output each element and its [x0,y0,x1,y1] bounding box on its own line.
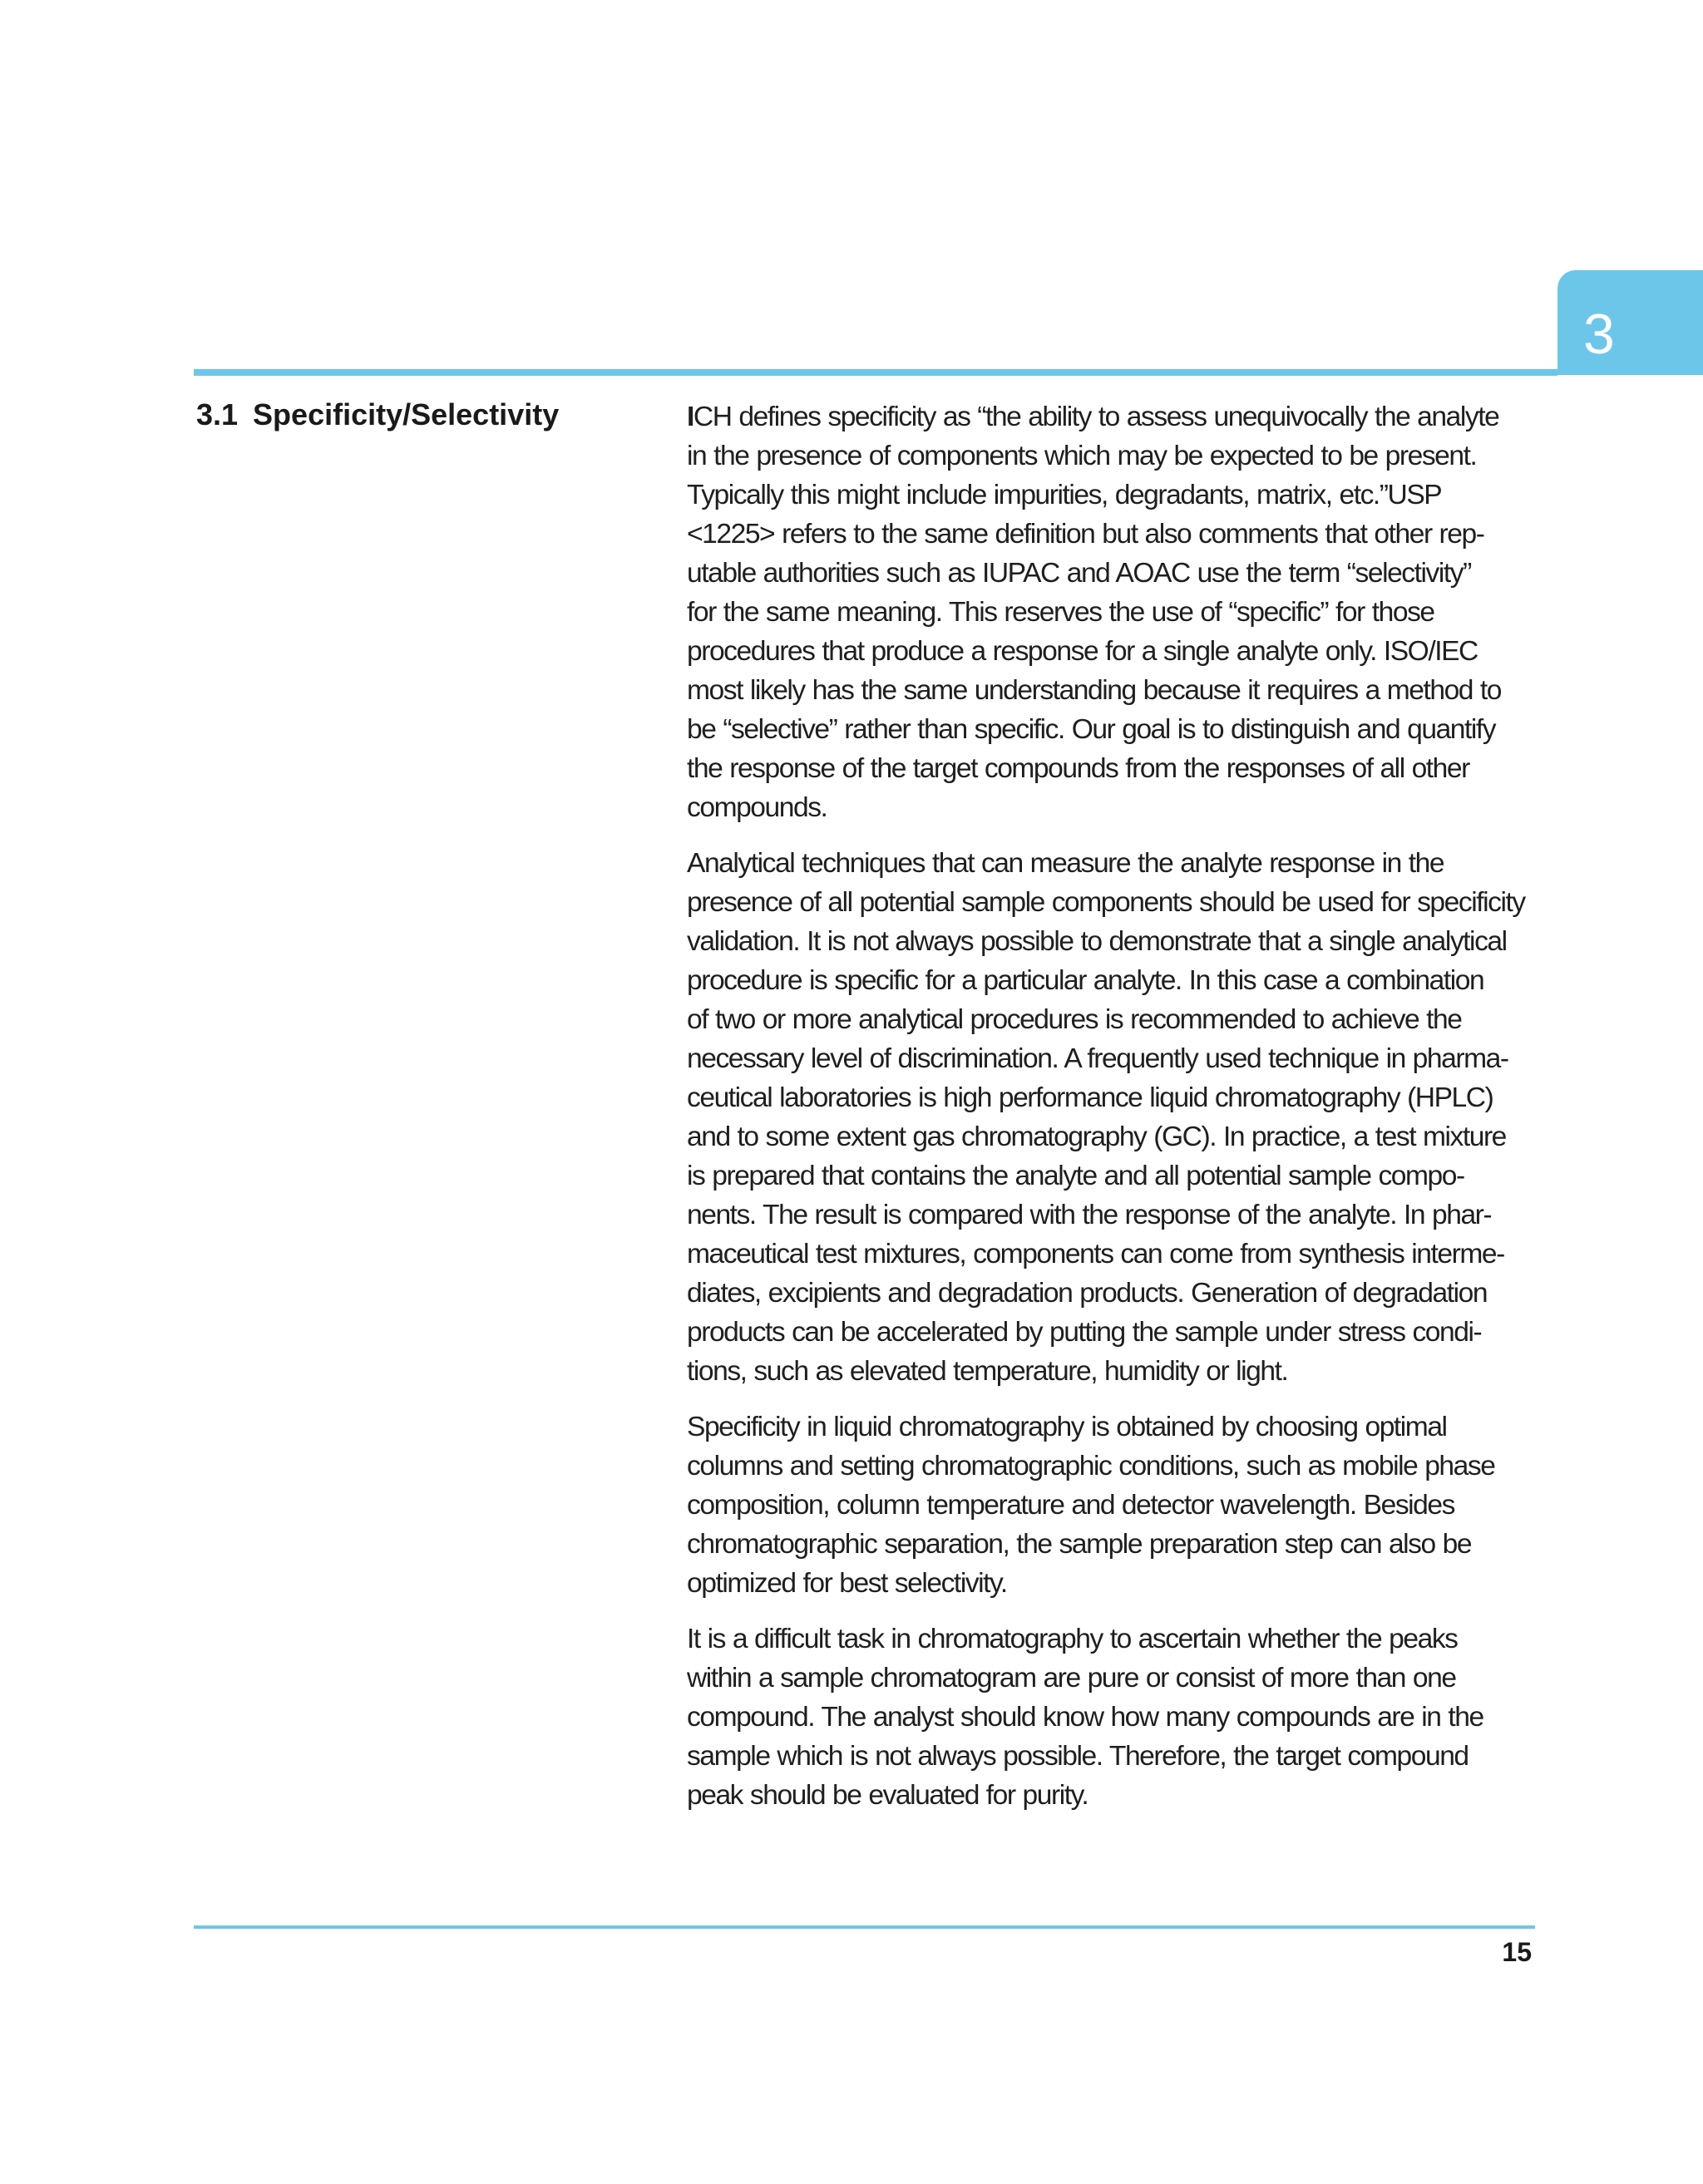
paragraph-line: diates, excipients and degradation products. Generation of degradation [687,1278,1488,1309]
paragraph-line: the response of the target compounds from the responses of all other [687,753,1469,784]
paragraph-line: chromatographic separation, the sample preparation step can also be [687,1529,1472,1560]
paragraph-line: in the presence of components which may be expected to be present. [687,441,1477,471]
body-text [687,397,1532,1832]
paragraph-line: tions, such as elevated temperature, humidity or light. [687,1356,1288,1387]
paragraph-line: composition, column temperature and detector wavelength. Besides [687,1490,1454,1521]
paragraph-line: and to some extent gas chromatography (GC). In practice, a test mixture [687,1122,1506,1152]
header-rule [194,369,1557,376]
paragraph-1 [687,397,1532,827]
dropcap-letter: I [687,402,694,432]
paragraph-line: peak should be evaluated for purity. [687,1780,1088,1811]
paragraph-line: compound. The analyst should know how many compounds are in the [687,1702,1483,1733]
paragraph-line: Typically this might include impurities, degradants, matrix, etc.”USP [687,480,1442,510]
chapter-tab [1557,270,1703,375]
section-title: Specificity/Selectivity [253,397,560,431]
paragraph-line: sample which is not always possible. Therefore, the target compound [687,1741,1469,1772]
section-heading [196,396,559,434]
paragraph-line: nents. The result is compared with the response of the analyte. In phar- [687,1200,1492,1230]
paragraph-3 [687,1408,1532,1603]
paragraph-line: It is a difficult task in chromatography to ascertain whether the peaks [687,1624,1458,1654]
paragraph-line: ceutical laboratories is high performance liquid chromatography (HPLC) [687,1082,1493,1113]
paragraph-line: columns and setting chromatographic conditions, such as mobile phase [687,1451,1495,1481]
paragraph-line: maceutical test mixtures, components can come from synthesis interme- [687,1239,1504,1269]
paragraph-line: procedure is specific for a particular analyte. In this case a combination [687,965,1484,996]
footer-rule [194,1925,1535,1929]
paragraph-line: compounds. [687,792,827,823]
page-number: 15 [1502,1937,1532,1967]
paragraph-4 [687,1620,1532,1815]
paragraph-line: <1225> refers to the same definition but also comments that other rep- [687,519,1484,550]
paragraph-line: ICH defines specificity as “the ability to assess unequivocally the analyte [687,402,1499,432]
paragraph-line: procedures that produce a response for a single analyte only. ISO/IEC [687,636,1478,667]
paragraph-line: is prepared that contains the analyte and all potential sample compo- [687,1161,1464,1191]
paragraph-line: of two or more analytical procedures is recommended to achieve the [687,1004,1462,1035]
paragraph-line: be “selective” rather than specific. Our goal is to distinguish and quantify [687,714,1496,745]
paragraph-line: within a sample chromatogram are pure or consist of more than one [687,1663,1456,1693]
paragraph-line: Analytical techniques that can measure the analyte response in the [687,848,1444,879]
paragraph-line: products can be accelerated by putting the sample under stress condi- [687,1317,1482,1348]
paragraph-2 [687,844,1532,1391]
paragraph-line: validation. It is not always possible to demonstrate that a single analytical [687,926,1507,957]
chapter-number: 3 [1583,303,1615,366]
paragraph-line: Specificity in liquid chromatography is obtained by choosing optimal [687,1412,1447,1442]
paragraph-line: optimized for best selectivity. [687,1568,1007,1599]
section-number: 3.1 [196,397,239,431]
paragraph-line: utable authorities such as IUPAC and AOAC use the term “selectivity” [687,558,1471,589]
paragraph-line: for the same meaning. This reserves the use of “specific” for those [687,597,1434,628]
paragraph-line: necessary level of discrimination. A frequently used technique in pharma- [687,1043,1508,1074]
paragraph-line: presence of all potential sample components should be used for specificity [687,887,1525,918]
paragraph-line: most likely has the same understanding because it requires a method to [687,675,1501,706]
